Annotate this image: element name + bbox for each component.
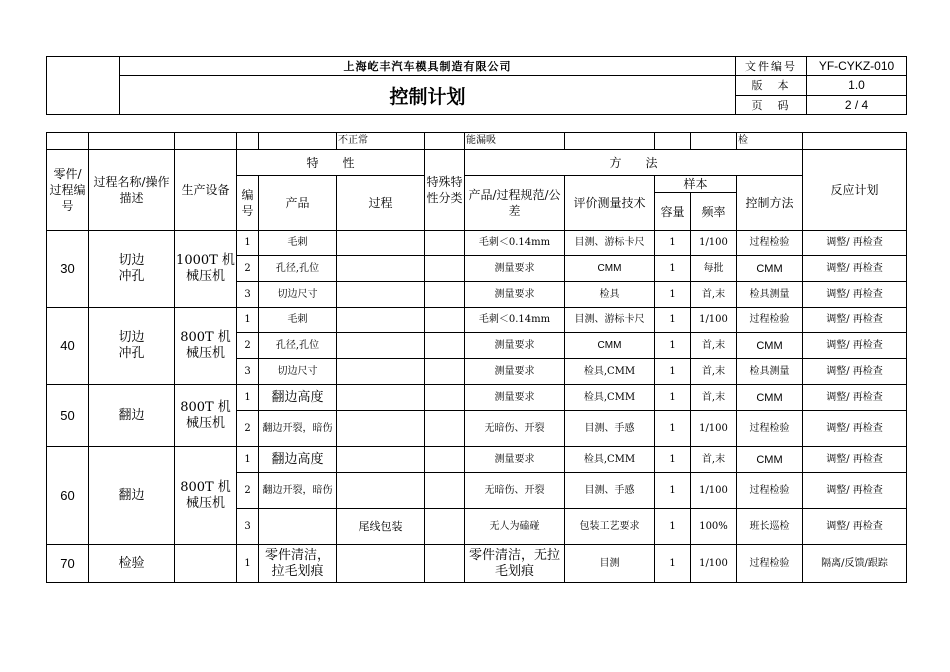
process-char	[337, 411, 425, 447]
op-number: 70	[47, 545, 89, 583]
process-char	[337, 545, 425, 583]
product-char	[259, 509, 337, 545]
sample-freq: 1/100	[691, 231, 737, 256]
table-row	[47, 308, 907, 333]
special-class	[425, 545, 465, 583]
char-no: 3	[237, 509, 259, 545]
eval-technique: 目测、手感	[565, 411, 655, 447]
sample-size: 1	[655, 359, 691, 385]
reaction-plan: 调整/ 再检查	[803, 256, 907, 282]
equipment: 800T 机 械压机	[175, 308, 237, 385]
special-class	[425, 256, 465, 282]
special-class	[425, 411, 465, 447]
char-no: 2	[237, 473, 259, 509]
spec-tolerance: 测量要求	[465, 359, 565, 385]
reaction-plan: 调整/ 再检查	[803, 359, 907, 385]
spec-tolerance: 测量要求	[465, 282, 565, 308]
equipment: 1000T 机 械压机	[175, 231, 237, 308]
document-header	[46, 56, 907, 115]
sample-freq: 1/100	[691, 473, 737, 509]
col-methods: 方 法	[465, 150, 803, 176]
col-part-no: 零件/过程编号	[47, 150, 89, 231]
sample-size: 1	[655, 333, 691, 359]
eval-technique: 检具,CMM	[565, 447, 655, 473]
spec-tolerance: 测量要求	[465, 333, 565, 359]
control-method: CMM	[737, 256, 803, 282]
eval-technique: 目测、手感	[565, 473, 655, 509]
equipment: 800T 机 械压机	[175, 385, 237, 447]
abnormal-text: 不正常	[337, 133, 425, 150]
control-method: 过程检验	[737, 308, 803, 333]
col-characteristics: 特 性	[237, 150, 425, 176]
sample-size: 1	[655, 231, 691, 256]
product-char: 翻边高度	[259, 385, 337, 411]
sample-size: 1	[655, 509, 691, 545]
special-class	[425, 473, 465, 509]
control-method: CMM	[737, 333, 803, 359]
reaction-plan: 调整/ 再检查	[803, 385, 907, 411]
version-value: 1.0	[807, 76, 907, 95]
product-char: 孔径,孔位	[259, 256, 337, 282]
col-size: 容量	[655, 193, 691, 231]
op-number: 40	[47, 308, 89, 385]
top-fragment-row	[47, 133, 907, 150]
table-row	[47, 231, 907, 256]
sample-freq: 首,末	[691, 333, 737, 359]
eval-technique: 包装工艺要求	[565, 509, 655, 545]
table-row	[47, 385, 907, 411]
special-class	[425, 231, 465, 256]
sample-size: 1	[655, 282, 691, 308]
page-value: 2 / 4	[807, 95, 907, 114]
process-char	[337, 308, 425, 333]
sample-size: 1	[655, 447, 691, 473]
special-class	[425, 282, 465, 308]
table-row	[47, 545, 907, 583]
sample-size: 1	[655, 411, 691, 447]
eval-technique: 检具,CMM	[565, 385, 655, 411]
reaction-plan: 调整/ 再检查	[803, 308, 907, 333]
document-title: 控制计划	[120, 76, 736, 115]
reaction-plan: 调整/ 再检查	[803, 231, 907, 256]
sample-size: 1	[655, 256, 691, 282]
product-char: 翻边开裂，暗伤	[259, 411, 337, 447]
reaction-plan: 调整/ 再检查	[803, 447, 907, 473]
control-method: 过程检验	[737, 411, 803, 447]
version-label: 版 本	[736, 76, 807, 95]
equipment	[175, 545, 237, 583]
special-class	[425, 359, 465, 385]
sample-freq: 首,末	[691, 359, 737, 385]
product-char: 切边尺寸	[259, 359, 337, 385]
process-char	[337, 385, 425, 411]
process-char	[337, 359, 425, 385]
op-number: 60	[47, 447, 89, 545]
process-name: 切边 冲孔	[89, 308, 175, 385]
control-method: CMM	[737, 447, 803, 473]
control-plan-table	[46, 132, 907, 583]
col-special: 特殊特性分类	[425, 150, 465, 231]
eval-technique: CMM	[565, 333, 655, 359]
col-reaction: 反应计划	[803, 150, 907, 231]
special-class	[425, 333, 465, 359]
spec-tolerance: 毛刺＜0.14mm	[465, 308, 565, 333]
sample-freq: 1/100	[691, 545, 737, 583]
spec-tolerance: 毛刺＜0.14mm	[465, 231, 565, 256]
special-class	[425, 308, 465, 333]
spec-tolerance: 无暗伤、开裂	[465, 411, 565, 447]
logo-placeholder	[47, 57, 120, 115]
spec-tolerance: 测量要求	[465, 256, 565, 282]
col-no: 编号	[237, 176, 259, 231]
doc-no-value: YF-CYKZ-010	[807, 57, 907, 76]
sample-freq: 1/100	[691, 411, 737, 447]
sample-size: 1	[655, 308, 691, 333]
char-no: 1	[237, 545, 259, 583]
eval-technique: 目测、游标卡尺	[565, 308, 655, 333]
char-no: 1	[237, 308, 259, 333]
sample-freq: 1/100	[691, 308, 737, 333]
spec-tolerance: 测量要求	[465, 385, 565, 411]
check-text: 检	[737, 133, 803, 150]
process-char: 尾线包装	[337, 509, 425, 545]
col-process: 过程名称/操作描述	[89, 150, 175, 231]
col-spec: 产品/过程规范/公差	[465, 176, 565, 231]
sample-size: 1	[655, 545, 691, 583]
reaction-plan: 调整/ 再检查	[803, 282, 907, 308]
char-no: 3	[237, 282, 259, 308]
reaction-plan: 调整/ 再检查	[803, 473, 907, 509]
process-name: 切边 冲孔	[89, 231, 175, 308]
process-char	[337, 282, 425, 308]
energy-text: 能漏吸	[465, 133, 565, 150]
product-char: 翻边开裂，暗伤	[259, 473, 337, 509]
sample-size: 1	[655, 473, 691, 509]
control-method: 检具测量	[737, 359, 803, 385]
company-name: 上海屹丰汽车模具制造有限公司	[120, 57, 736, 76]
control-method: CMM	[737, 385, 803, 411]
control-method: 班长巡检	[737, 509, 803, 545]
control-method: 过程检验	[737, 473, 803, 509]
spec-tolerance: 零件清洁，无拉毛划痕	[465, 545, 565, 583]
control-method: 过程检验	[737, 545, 803, 583]
eval-technique: 检具,CMM	[565, 359, 655, 385]
special-class	[425, 447, 465, 473]
col-equipment: 生产设备	[175, 150, 237, 231]
reaction-plan: 调整/ 再检查	[803, 411, 907, 447]
spec-tolerance: 无暗伤、开裂	[465, 473, 565, 509]
char-no: 2	[237, 256, 259, 282]
reaction-plan: 调整/ 再检查	[803, 333, 907, 359]
sample-freq: 首,末	[691, 385, 737, 411]
page-label: 页 码	[736, 95, 807, 114]
spec-tolerance: 无人为磕碰	[465, 509, 565, 545]
col-freq: 频率	[691, 193, 737, 231]
process-char	[337, 231, 425, 256]
equipment: 800T 机 械压机	[175, 447, 237, 545]
control-method: 检具测量	[737, 282, 803, 308]
reaction-plan: 隔离/反馈/跟踪	[803, 545, 907, 583]
reaction-plan: 调整/ 再检查	[803, 509, 907, 545]
op-number: 30	[47, 231, 89, 308]
char-no: 1	[237, 385, 259, 411]
col-product: 产品	[259, 176, 337, 231]
col-process-char: 过程	[337, 176, 425, 231]
product-char: 切边尺寸	[259, 282, 337, 308]
product-char: 毛刺	[259, 308, 337, 333]
process-name: 翻边	[89, 385, 175, 447]
eval-technique: CMM	[565, 256, 655, 282]
sample-freq: 首,末	[691, 447, 737, 473]
product-char: 零件清洁，拉毛划痕	[259, 545, 337, 583]
col-eval: 评价测量技术	[565, 176, 655, 231]
plan-body	[47, 231, 907, 583]
spec-tolerance: 测量要求	[465, 447, 565, 473]
process-char	[337, 447, 425, 473]
sample-freq: 首,末	[691, 282, 737, 308]
col-control: 控制方法	[737, 176, 803, 231]
char-no: 2	[237, 411, 259, 447]
char-no: 1	[237, 231, 259, 256]
process-char	[337, 256, 425, 282]
product-char: 孔径,孔位	[259, 333, 337, 359]
char-no: 1	[237, 447, 259, 473]
process-name: 翻边	[89, 447, 175, 545]
eval-technique: 检具	[565, 282, 655, 308]
op-number: 50	[47, 385, 89, 447]
eval-technique: 目测	[565, 545, 655, 583]
doc-no-label: 文件编号	[736, 57, 807, 76]
eval-technique: 目测、游标卡尺	[565, 231, 655, 256]
char-no: 3	[237, 359, 259, 385]
table-row	[47, 447, 907, 473]
control-method: 过程检验	[737, 231, 803, 256]
process-char	[337, 333, 425, 359]
col-sample: 样本	[655, 176, 737, 193]
process-name: 检验	[89, 545, 175, 583]
special-class	[425, 509, 465, 545]
sample-size: 1	[655, 385, 691, 411]
product-char: 毛刺	[259, 231, 337, 256]
process-char	[337, 473, 425, 509]
special-class	[425, 385, 465, 411]
product-char: 翻边高度	[259, 447, 337, 473]
char-no: 2	[237, 333, 259, 359]
sample-freq: 每批	[691, 256, 737, 282]
sample-freq: 100%	[691, 509, 737, 545]
